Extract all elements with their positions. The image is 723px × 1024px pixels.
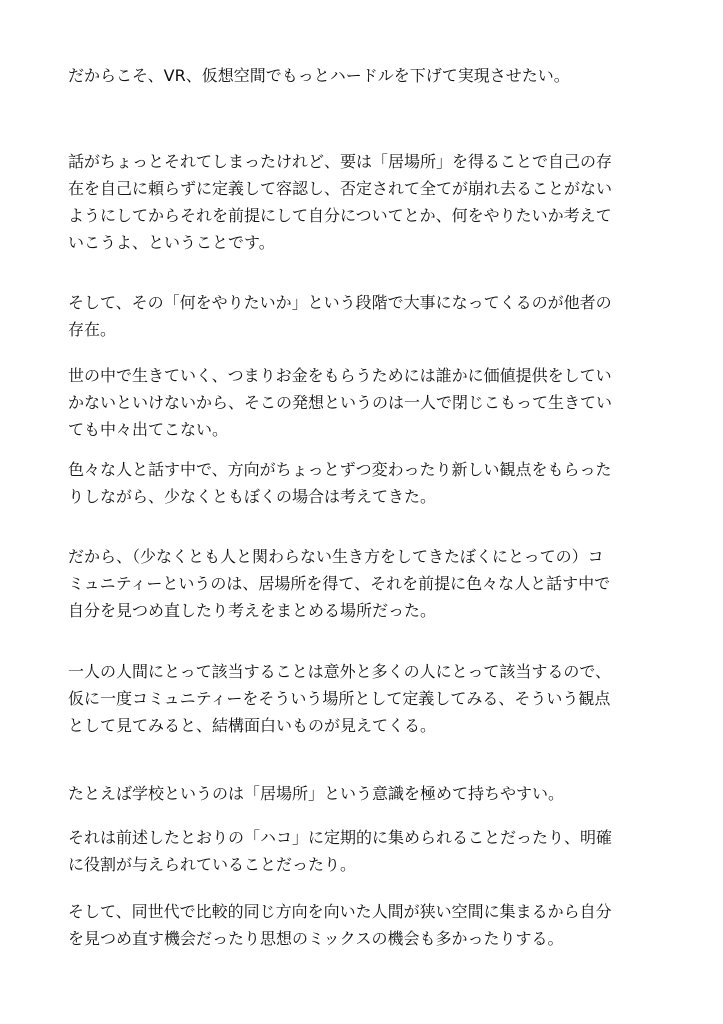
paragraph-7-line-1: 一人の人間にとって該当することは意外と多くの人にとって該当するので、 bbox=[68, 662, 612, 681]
paragraph-9-line-1: それは前述したとおりの「ハコ」に定期的に集められることだったり、明確 bbox=[68, 828, 613, 847]
paragraph-10 bbox=[68, 898, 658, 952]
paragraph-4-line-2: かないといけないから、そこの発想というのは一人で閉じこもって生きてい bbox=[68, 393, 613, 412]
paragraph-5-line-1: 色々な人と話す中で、方向がちょっとずつ変わったり新しい観点をもらった bbox=[68, 460, 612, 479]
paragraph-3-line-2: 存在。 bbox=[68, 320, 117, 339]
paragraph-7-line-2: 仮に一度コミュニティーをそういう場所として定義してみる、そういう観点 bbox=[68, 689, 611, 708]
paragraph-7-line-3: として見てみると、結構面白いものが見えてくる。 bbox=[68, 716, 437, 735]
paragraph-6-line-3: 自分を見つめ直したり考えをまとめる場所だった。 bbox=[68, 601, 437, 620]
paragraph-1-line-1: だからこそ、VR、仮想空間でもっとハードルを下げて実現させたい。 bbox=[68, 66, 570, 85]
paragraph-1 bbox=[68, 62, 658, 89]
paragraph-8 bbox=[68, 780, 658, 807]
paragraph-3 bbox=[68, 289, 658, 343]
paragraph-9-line-2: に役割が与えられていることだったり。 bbox=[68, 855, 357, 874]
paragraph-4-line-1: 世の中で生きていく、つまりお金をもらうためには誰かに価値提供をしてい bbox=[68, 366, 612, 385]
paragraph-10-line-2: を見つめ直す機会だったり思想のミックスの機会も多かったりする。 bbox=[68, 929, 564, 948]
paragraph-2-line-1: 話がちょっとそれてしまったけれど、要は「居場所」を得ることで自己の存 bbox=[68, 152, 613, 171]
paragraph-8-line-1: たとえば学校というのは「居場所」という意識を極めて持ちやすい。 bbox=[68, 784, 565, 803]
paragraph-9 bbox=[68, 824, 658, 878]
paragraph-7 bbox=[68, 658, 658, 739]
paragraph-2-line-4: いこうよ、ということです。 bbox=[68, 233, 275, 252]
paragraph-4-line-3: ても中々出てこない。 bbox=[68, 420, 229, 439]
paragraph-6-line-2: ミュニティーというのは、居場所を得て、それを前提に色々な人と話す中で bbox=[68, 574, 611, 593]
paragraph-2 bbox=[68, 148, 658, 256]
paragraph-6-line-1: だから、（少なくとも人と関わらない生き方をしてきたぼくにとっての）コ bbox=[68, 547, 604, 566]
paragraph-2-line-2: 在を自己に頼らずに定義して容認し、否定されて全てが崩れ去ることがない bbox=[68, 179, 613, 198]
paragraph-5 bbox=[68, 456, 658, 510]
paragraph-4 bbox=[68, 362, 658, 443]
paragraph-2-line-3: ようにしてからそれを前提にして自分についてとか、何をやりたいか考えて bbox=[68, 206, 612, 225]
paragraph-3-line-1: そして、その「何をやりたいか」という段階で大事になってくるのが他者の bbox=[68, 293, 612, 312]
paragraph-10-line-1: そして、同世代で比較的同じ方向を向いた人間が狭い空間に集まるから自分 bbox=[68, 902, 612, 921]
paragraph-5-line-2: りしながら、少なくともぼくの場合は考えてきた。 bbox=[68, 487, 437, 506]
paragraph-6 bbox=[68, 543, 658, 624]
